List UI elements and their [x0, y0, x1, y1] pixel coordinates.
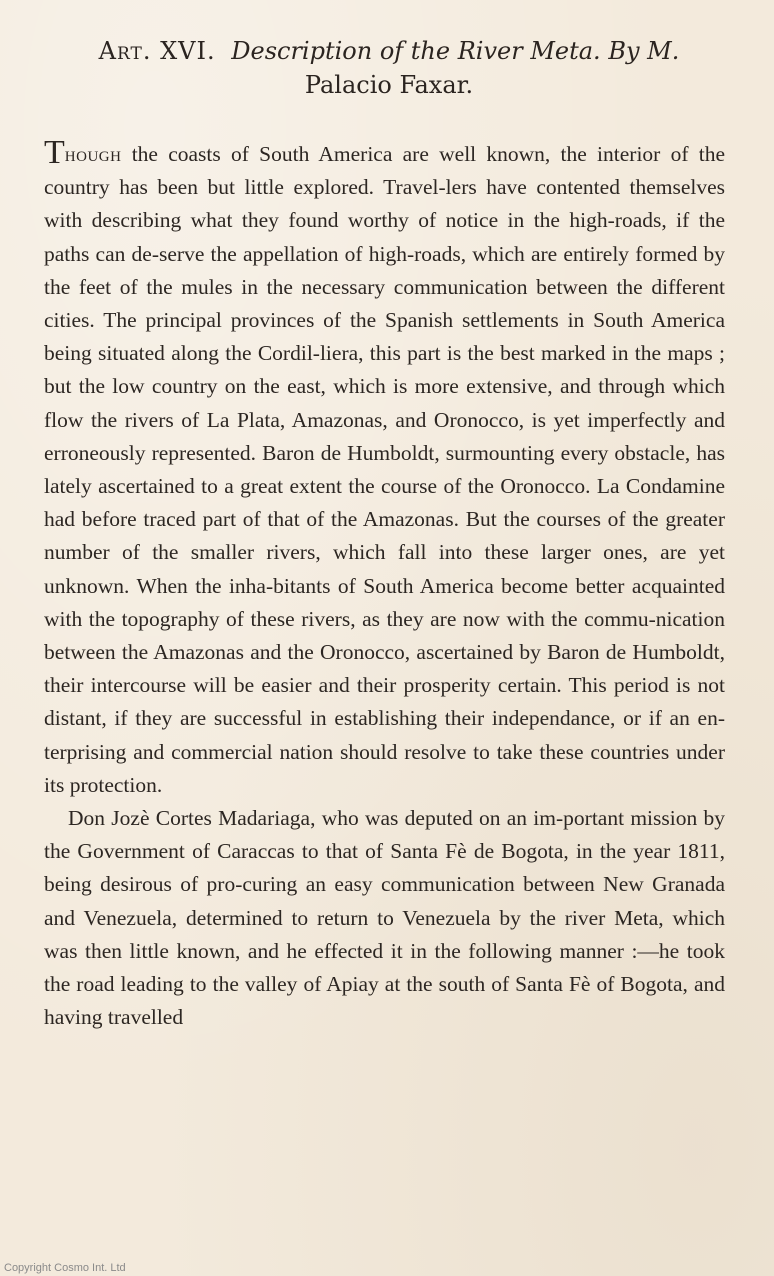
paragraph-2: [44, 802, 725, 1034]
paragraph-2-text: Don Jozè Cortes Madariaga, who was deputed on an im-portant mission by the Government of Caraccas to that of Santa Fè de Bogota, in the year 1811, being desirous of pro-curing an easy communication between New Granada and Venezuela, determined to return to Venezuela by the river Meta, which was then little known, and he effected it in the following manner :—he took the road leading to the valley of Apiay at the south of Santa Fè of Bogota, and having travelled: [44, 806, 725, 1030]
paragraph-1: [44, 134, 725, 802]
drop-cap: T: [44, 134, 65, 171]
lead-word: hough: [64, 142, 122, 166]
article-body: [44, 134, 725, 1034]
copyright-notice: Copyright Cosmo Int. Ltd: [4, 1262, 126, 1274]
article-heading: [44, 34, 734, 102]
show-through-text: [0, 0, 774, 32]
article-label: Art. XVI.: [98, 37, 216, 65]
article-author: Palacio Faxar.: [304, 71, 474, 99]
article-by: By M.: [608, 37, 680, 65]
article-title: Description of the River Meta.: [231, 37, 601, 65]
paragraph-1-text: the coasts of South America are well known, the interior of the country has been but little explored. Travel-lers have contented themselves with describing what they found worthy of notice in the high-roads, if the paths can de-serve the appellation of high-roads, which are entirely formed by the feet of the mules in the necessary communication between the different cities. The principal provinces of the Spanish settlements in South America being situated along the Cordil-liera, this part is the best marked in the maps ; but the low country on the east, which is more extensive, and through which flow the rivers of La Plata, Amazonas, and Oronocco, is yet imperfectly and erroneously represented. Baron de Humboldt, surmounting every obstacle, has lately ascertained to a great extent the course of the Oronocco. La Condamine had before traced part of that of the Amazonas. But the courses of the greater number of the smaller rivers, which fall into these larger ones, are yet unknown. When the inha-bitants of South America become better acquainted with the topography of these rivers, as they are now with the commu-nication between the Amazonas and the Oronocco, ascertained by Baron de Humboldt, their intercourse will be easier and their prosperity certain. This period is not distant, if they are successful in establishing their independance, or if an en-terprising and commercial nation should resolve to take these countries under its protection.: [44, 142, 725, 797]
